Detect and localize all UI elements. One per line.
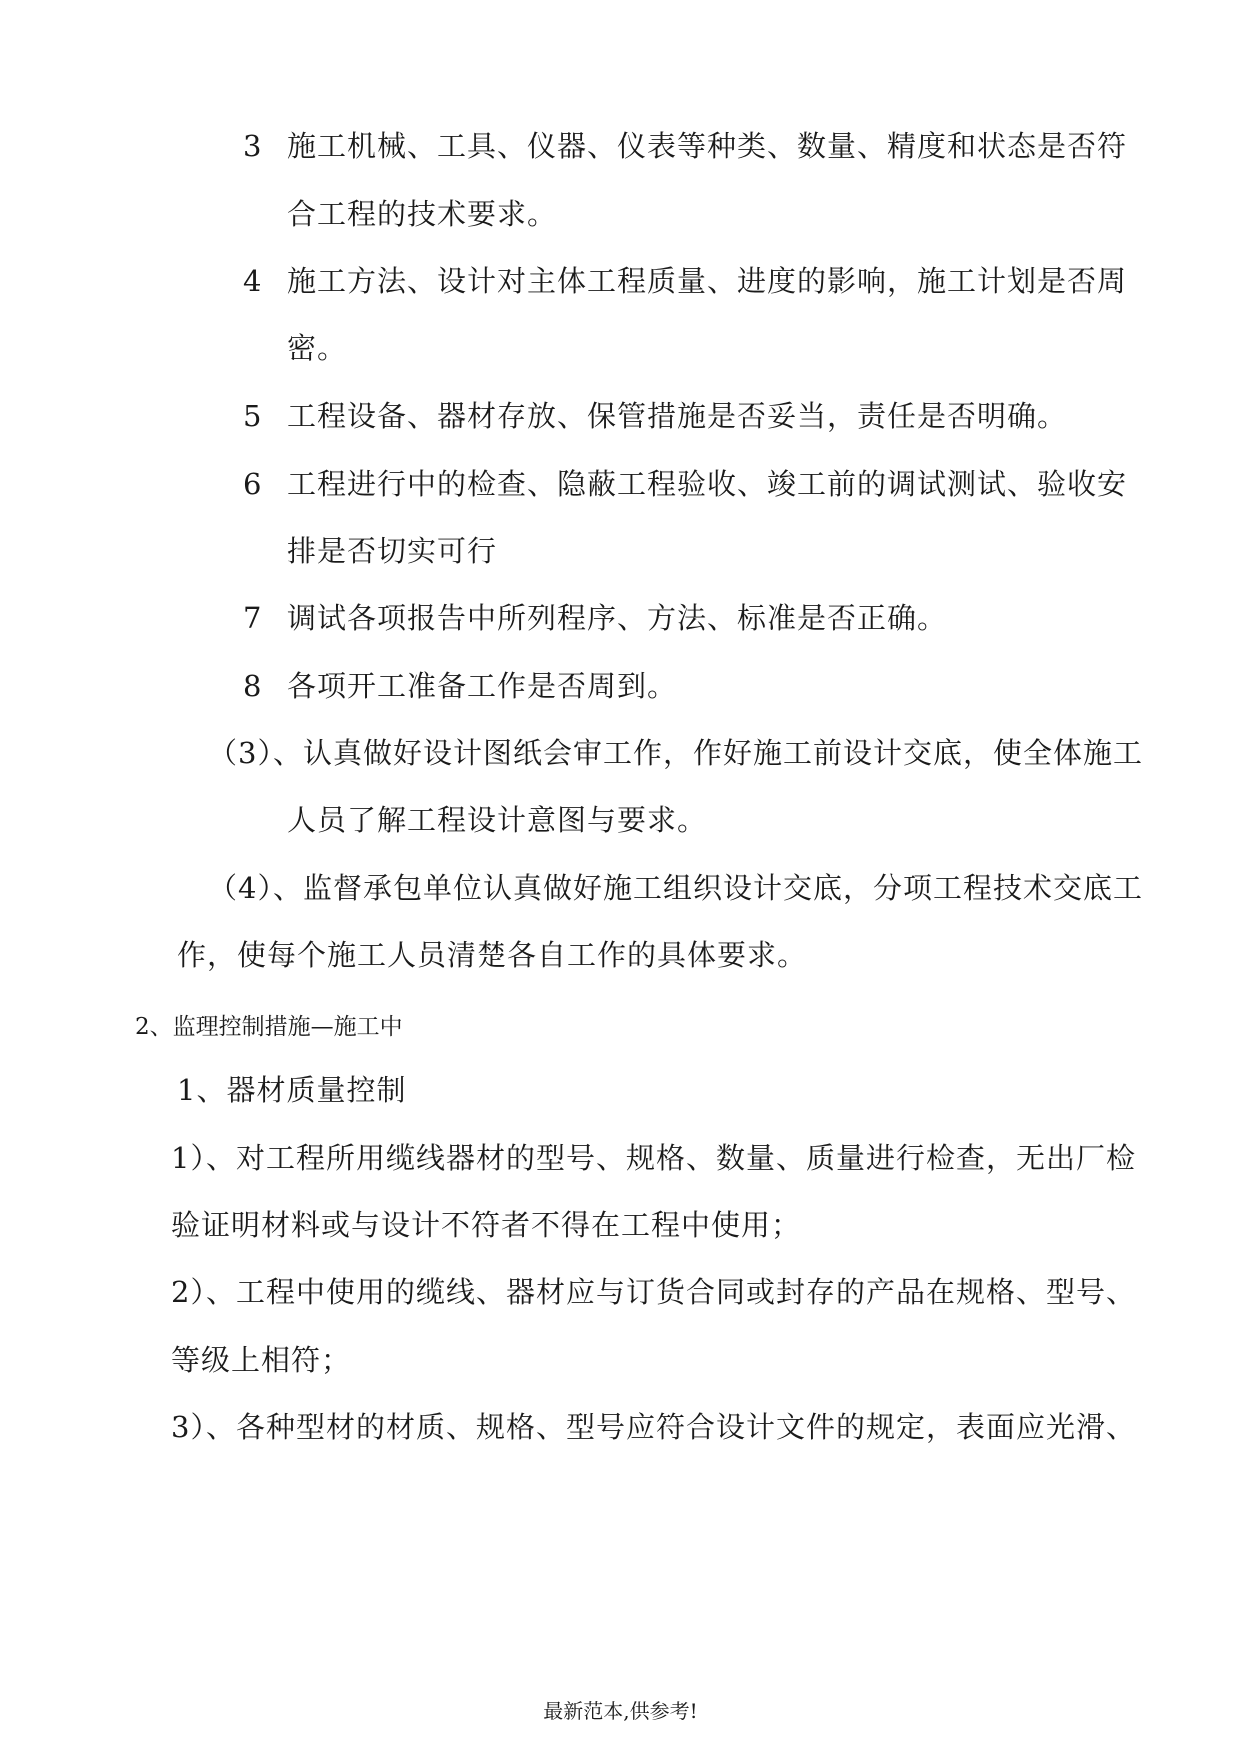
paragraph-4: （4）、监督承包单位认真做好施工组织设计交底，分项工程技术交底工: [208, 871, 1143, 905]
list-item-3: [243, 126, 1127, 166]
item-text: 施工机械、工具、仪器、仪表等种类、数量、精度和状态是否符: [287, 129, 1128, 163]
item-number: 7: [243, 601, 263, 635]
list-item-6: [243, 464, 1127, 504]
item-text: 工程进行中的检查、隐蔽工程验收、竣工前的调试测试、验收安: [287, 467, 1128, 501]
list-item-4-continuation: 密。: [287, 331, 348, 365]
item-number: 3: [243, 129, 263, 163]
sub-item-1: 1）、对工程所用缆线器材的型号、规格、数量、质量进行检查，无出厂检: [171, 1141, 1136, 1175]
item-number: 6: [243, 467, 263, 501]
item-number: 5: [243, 399, 263, 433]
sub-item-2: 2）、工程中使用的缆线、器材应与订货合同或封存的产品在规格、型号、: [171, 1275, 1136, 1309]
page-footer: 最新范本,供参考!: [543, 1699, 698, 1723]
list-item-5: [243, 396, 1067, 436]
paragraph-4-continuation: 作，使每个施工人员清楚各自工作的具体要求。: [177, 938, 808, 972]
sub-item-3: 3）、各种型材的材质、规格、型号应符合设计文件的规定，表面应光滑、: [171, 1410, 1136, 1444]
list-item-3-continuation: 合工程的技术要求。: [287, 197, 558, 231]
paragraph-3: （3）、认真做好设计图纸会审工作，作好施工前设计交底，使全体施工: [208, 736, 1143, 770]
item-text: 工程设备、器材存放、保管措施是否妥当，责任是否明确。: [287, 399, 1068, 433]
paragraph-3-continuation: 人员了解工程设计意图与要求。: [287, 803, 708, 837]
item-text: 施工方法、设计对主体工程质量、进度的影响，施工计划是否周: [287, 264, 1128, 298]
item-text: 调试各项报告中所列程序、方法、标准是否正确。: [287, 601, 948, 635]
subsection-heading: 1、器材质量控制: [177, 1073, 407, 1107]
list-item-7: [243, 598, 947, 638]
item-number: 4: [243, 264, 263, 298]
list-item-4: [243, 261, 1127, 301]
list-item-6-continuation: 排是否切实可行: [287, 534, 498, 568]
section-heading: 2、监理控制措施—施工中: [135, 1014, 403, 1040]
sub-item-2-continuation: 等级上相符；: [171, 1343, 352, 1377]
list-item-8: [243, 666, 677, 706]
sub-item-1-continuation: 验证明材料或与设计不符者不得在工程中使用；: [171, 1208, 802, 1242]
item-text: 各项开工准备工作是否周到。: [287, 669, 678, 703]
item-number: 8: [243, 669, 263, 703]
